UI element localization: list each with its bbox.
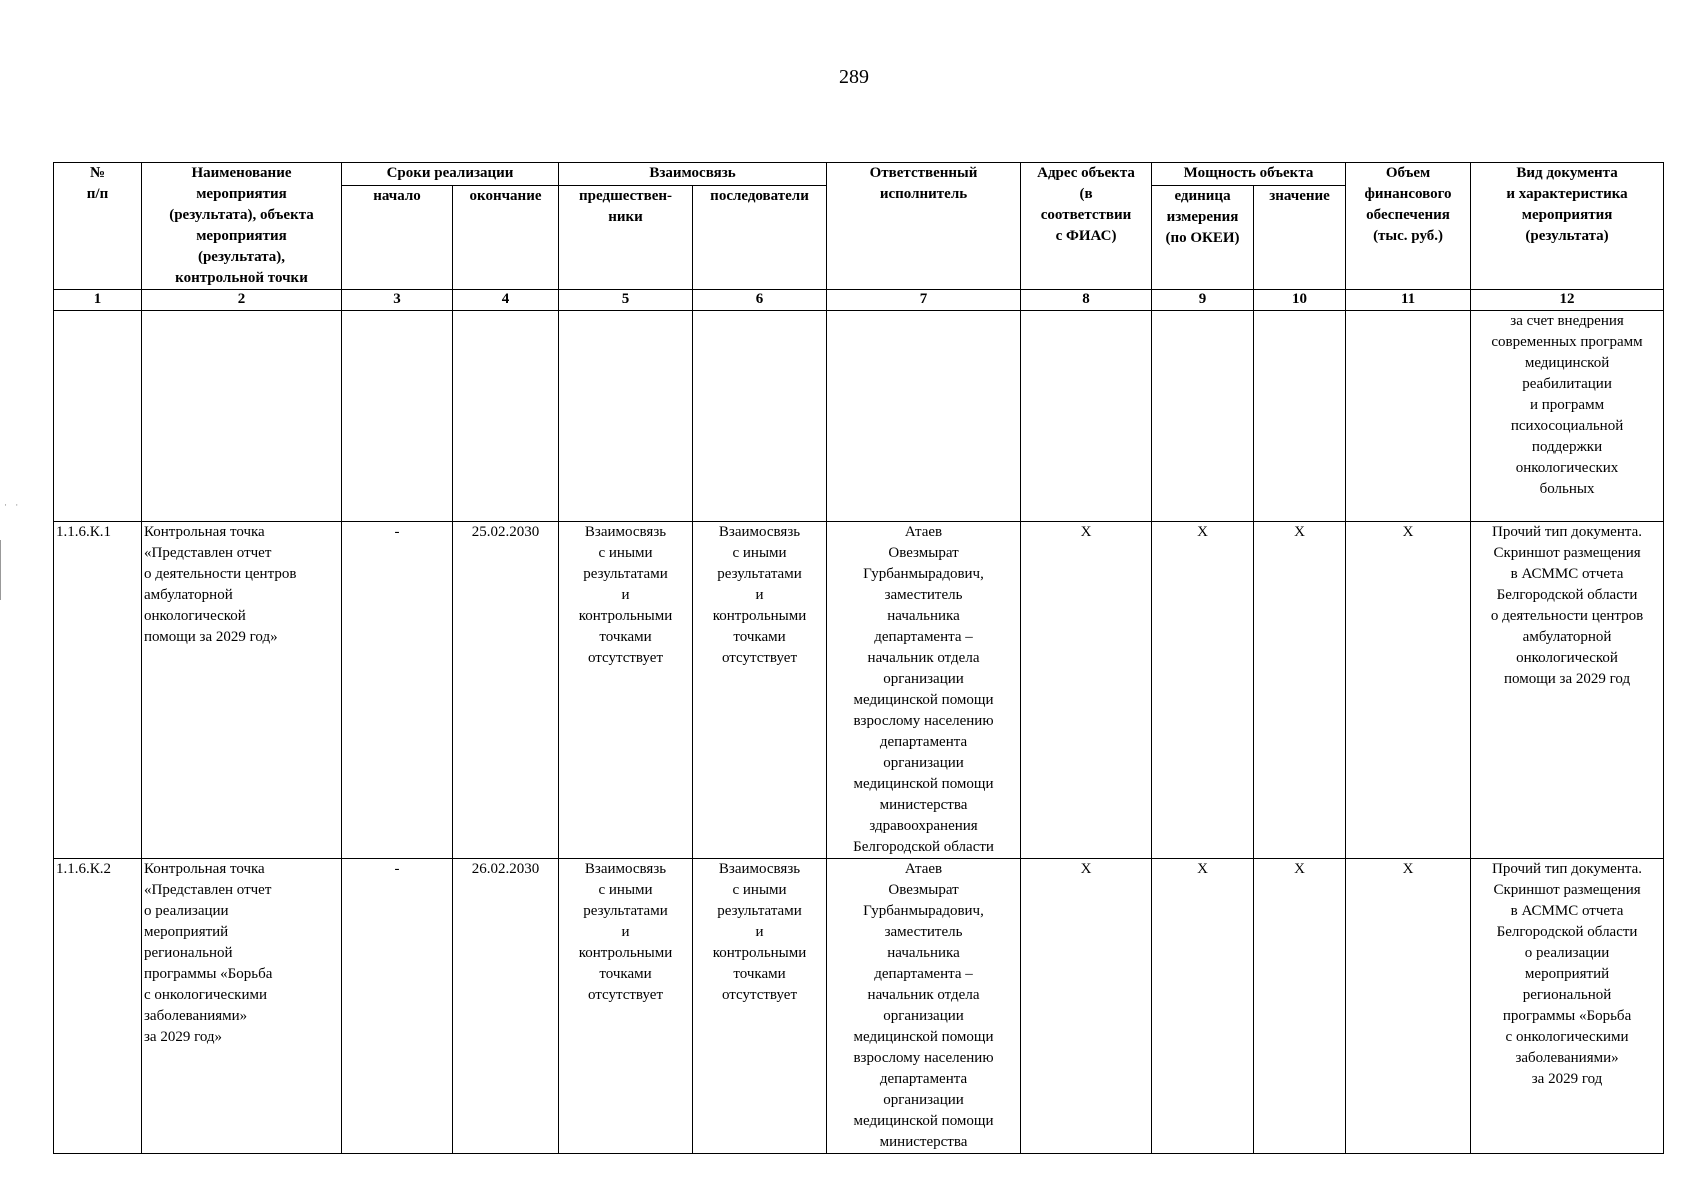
cell-responsible — [827, 311, 1021, 522]
cell-successors: Взаимосвязь с иными результатами и контрольными точками отсутствует — [693, 859, 827, 1154]
cell-address: X — [1021, 859, 1152, 1154]
cell-unit — [1152, 311, 1254, 522]
column-number: 11 — [1346, 290, 1471, 311]
column-number: 1 — [54, 290, 142, 311]
column-number: 12 — [1471, 290, 1664, 311]
cell-responsible: Атаев Овезмырат Гурбанмырадович, заместитель начальника департамента – начальник отдела организации медицинской помощи взрослому населению департамента организации медицинской помощи министерства — [827, 859, 1021, 1154]
column-number: 3 — [342, 290, 453, 311]
cell-value — [1254, 311, 1346, 522]
cell-name — [142, 311, 342, 522]
margin-marks: · · — [4, 500, 22, 510]
cell-address — [1021, 311, 1152, 522]
cell-number: 1.1.6.К.2 — [54, 859, 142, 1154]
header-number: № п/п — [54, 163, 142, 290]
header-successors: последователи — [693, 185, 827, 289]
table-row — [54, 522, 1664, 859]
column-number: 10 — [1254, 290, 1346, 311]
header-responsible: Ответственный исполнитель — [827, 163, 1021, 290]
page-number: 289 — [839, 66, 869, 88]
scan-edge-line — [0, 540, 1, 600]
cell-responsible: Атаев Овезмырат Гурбанмырадович, заместитель начальника департамента – начальник отдела организации медицинской помощи взрослому населению департамента организации медицинской помощи министерства здравоохранения Белгородской области — [827, 522, 1021, 859]
header-address: Адрес объекта (в соответствии с ФИАС) — [1021, 163, 1152, 290]
cell-predecessors: Взаимосвязь с иными результатами и контрольными точками отсутствует — [559, 859, 693, 1154]
column-number: 4 — [453, 290, 559, 311]
table-row — [54, 859, 1664, 1154]
cell-end: 25.02.2030 — [453, 522, 559, 859]
column-number: 7 — [827, 290, 1021, 311]
header-start: начало — [342, 185, 453, 289]
cell-document: Прочий тип документа. Скриншот размещения в АСММС отчета Белгородской области о деятельности центров амбулаторной онкологической помощи за 2029 год — [1471, 522, 1664, 859]
cell-successors: Взаимосвязь с иными результатами и контрольными точками отсутствует — [693, 522, 827, 859]
cell-value: X — [1254, 859, 1346, 1154]
cell-start: - — [342, 859, 453, 1154]
cell-predecessors: Взаимосвязь с иными результатами и контрольными точками отсутствует — [559, 522, 693, 859]
cell-document: Прочий тип документа. Скриншот размещения в АСММС отчета Белгородской области о реализации мероприятий региональной программы «Борьба с онкологическими заболеваниями» за 2029 год — [1471, 859, 1664, 1154]
cell-name: Контрольная точка «Представлен отчет о деятельности центров амбулаторной онкологической помощи за 2029 год» — [142, 522, 342, 859]
cell-finance — [1346, 311, 1471, 522]
cell-end — [453, 311, 559, 522]
cell-predecessors — [559, 311, 693, 522]
table-row — [54, 311, 1664, 522]
cell-number: 1.1.6.К.1 — [54, 522, 142, 859]
cell-successors — [693, 311, 827, 522]
plan-table — [53, 162, 1664, 1154]
cell-start — [342, 311, 453, 522]
column-number: 9 — [1152, 290, 1254, 311]
header-relationship: Взаимосвязь — [559, 163, 827, 186]
header-name: Наименование мероприятия (результата), объекта мероприятия (результата), контрольной точки — [142, 163, 342, 290]
column-number: 6 — [693, 290, 827, 311]
header-unit: единица измерения (по ОКЕИ) — [1152, 185, 1254, 289]
header-predecessors: предшествен- ники — [559, 185, 693, 289]
cell-unit: X — [1152, 859, 1254, 1154]
column-number: 8 — [1021, 290, 1152, 311]
header-document: Вид документа и характеристика мероприятия (результата) — [1471, 163, 1664, 290]
header-capacity: Мощность объекта — [1152, 163, 1346, 186]
header-end: окончание — [453, 185, 559, 289]
header-terms: Сроки реализации — [342, 163, 559, 186]
cell-finance: X — [1346, 859, 1471, 1154]
cell-unit: X — [1152, 522, 1254, 859]
cell-name: Контрольная точка «Представлен отчет о реализации мероприятий региональной программы «Борьба с онкологическими заболеваниями» за 2029 год» — [142, 859, 342, 1154]
cell-number — [54, 311, 142, 522]
column-number: 2 — [142, 290, 342, 311]
header-value: значение — [1254, 185, 1346, 289]
column-number: 5 — [559, 290, 693, 311]
cell-start: - — [342, 522, 453, 859]
cell-value: X — [1254, 522, 1346, 859]
cell-document: за счет внедрения современных программ медицинской реабилитации и программ психосоциальной поддержки онкологических больных — [1471, 311, 1664, 522]
header-finance: Объем финансового обеспечения (тыс. руб.) — [1346, 163, 1471, 290]
cell-finance: X — [1346, 522, 1471, 859]
cell-end: 26.02.2030 — [453, 859, 559, 1154]
cell-address: X — [1021, 522, 1152, 859]
